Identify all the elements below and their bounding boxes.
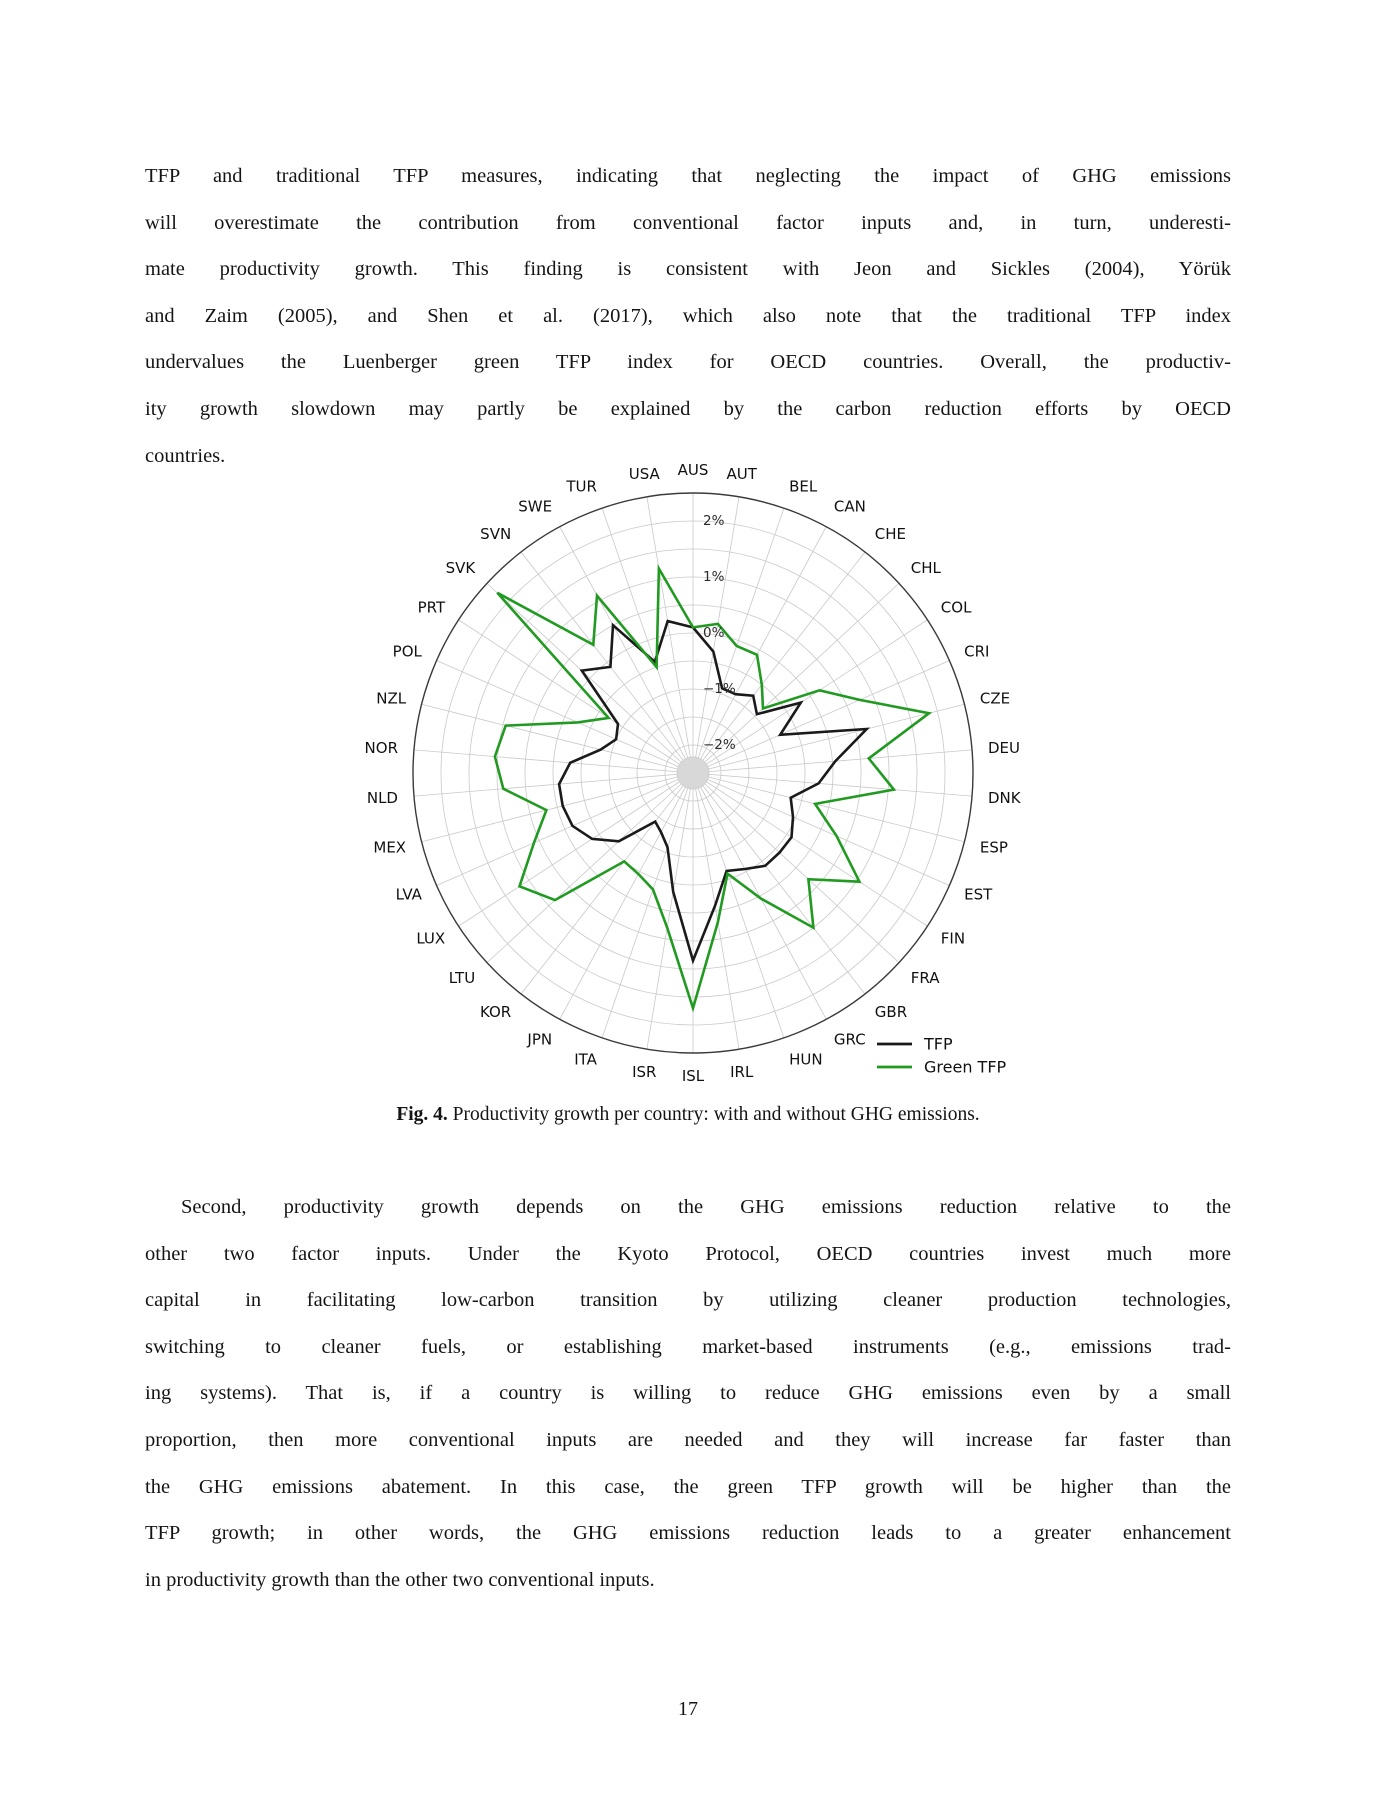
country-label: TUR (566, 477, 597, 496)
text-line: capital in facilitating low-carbon transition by utilizing cleaner production technologies, (145, 1289, 1231, 1312)
page-number: 17 (678, 1698, 698, 1720)
hub-disc (677, 757, 709, 789)
text-line: TFP and traditional TFP measures, indicating that neglecting the impact of GHG emissions (145, 165, 1231, 187)
text-line: undervalues the Luenberger green TFP index for OECD countries. Overall, the productiv- (145, 351, 1231, 374)
radial-tick-label: 1% (703, 569, 725, 585)
country-label: SVN (480, 524, 512, 543)
country-label: ISL (681, 1067, 705, 1085)
text-line: ing systems). That is, if a country is willing to reduce GHG emissions even by a small (145, 1382, 1231, 1405)
country-label: CRI (964, 642, 990, 661)
country-label: ESP (979, 838, 1008, 857)
country-label: LUX (416, 929, 446, 948)
country-label: NZL (376, 689, 407, 708)
radial-tick-labels (703, 513, 736, 753)
text-line: in productivity growth than the other two conventional inputs. (145, 1568, 655, 1591)
country-label: COL (940, 598, 972, 617)
country-label: JPN (527, 1030, 553, 1049)
country-label: SVK (445, 558, 476, 577)
figure-4-radar-chart (345, 400, 1045, 1100)
country-label: MEX (373, 838, 407, 857)
country-label: GBR (874, 1003, 908, 1022)
radial-tick-label: −1% (703, 681, 736, 697)
radar-chart-svg (345, 400, 1045, 1100)
country-label: POL (392, 642, 422, 661)
country-label: GRC (833, 1030, 866, 1049)
country-label: CZE (979, 689, 1011, 708)
country-label: PRT (417, 598, 446, 617)
country-label: KOR (479, 1003, 512, 1022)
text-line: countries. (145, 444, 226, 467)
country-label: CHL (910, 558, 941, 577)
text-line: ity growth slowdown may partly be explained by the carbon reduction efforts by OECD (145, 397, 1231, 420)
country-label: NOR (364, 739, 398, 757)
radial-tick-label: 0% (703, 625, 725, 641)
legend-label: TFP (924, 1034, 953, 1054)
country-label: ITA (574, 1050, 597, 1069)
country-label: HUN (789, 1050, 823, 1069)
country-label: NLD (366, 789, 398, 807)
country-label: ISR (632, 1062, 657, 1081)
text-line: switching to cleaner fuels, or establishing market-based instruments (e.g., emissions trad- (145, 1335, 1231, 1358)
text-line: the GHG emissions abatement. In this case, the green TFP growth will be higher than the (145, 1475, 1231, 1498)
figure-caption-label: Fig. 4. (396, 1104, 448, 1125)
country-label: SWE (518, 497, 553, 516)
country-label: AUS (677, 461, 709, 479)
country-label: IRL (730, 1062, 754, 1081)
country-label: LVA (395, 885, 422, 904)
text-line: TFP growth; in other words, the GHG emissions reduction leads to a greater enhancement (145, 1522, 1231, 1545)
country-label: EST (964, 885, 993, 904)
figure-caption (145, 1104, 1231, 1126)
country-label: FRA (910, 969, 940, 988)
radial-tick-label: 2% (703, 513, 725, 529)
country-label: LTU (448, 969, 476, 988)
paragraph-2 (145, 1184, 1231, 1603)
country-label: CHE (874, 524, 907, 543)
text-line: will overestimate the contribution from conventional factor inputs and, in turn, underesti- (145, 211, 1231, 234)
radial-tick-label: −2% (703, 737, 736, 753)
country-label: USA (628, 465, 660, 484)
country-label: DNK (988, 789, 1021, 807)
country-label: DEU (988, 739, 1021, 757)
text-line: and Zaim (2005), and Shen et al. (2017), which also note that the traditional TFP index (145, 304, 1231, 327)
legend (877, 1035, 1007, 1077)
country-label: FIN (940, 929, 966, 948)
text-line: mate productivity growth. This finding is consistent with Jeon and Sickles (2004), Yörük (145, 258, 1231, 281)
legend-label: Green TFP (924, 1057, 1007, 1077)
country-label: CAN (833, 497, 866, 516)
country-label: AUT (726, 465, 757, 484)
text-line: other two factor inputs. Under the Kyoto Protocol, OECD countries invest much more (145, 1242, 1231, 1265)
figure-caption-text: Productivity growth per country: with and without GHG emissions. (447, 1104, 980, 1125)
text-line: Second, productivity growth depends on the GHG emissions reduction relative to the (181, 1196, 1231, 1218)
country-label: BEL (789, 477, 818, 496)
text-line: proportion, then more conventional inputs are needed and they will increase far faster than (145, 1428, 1231, 1451)
